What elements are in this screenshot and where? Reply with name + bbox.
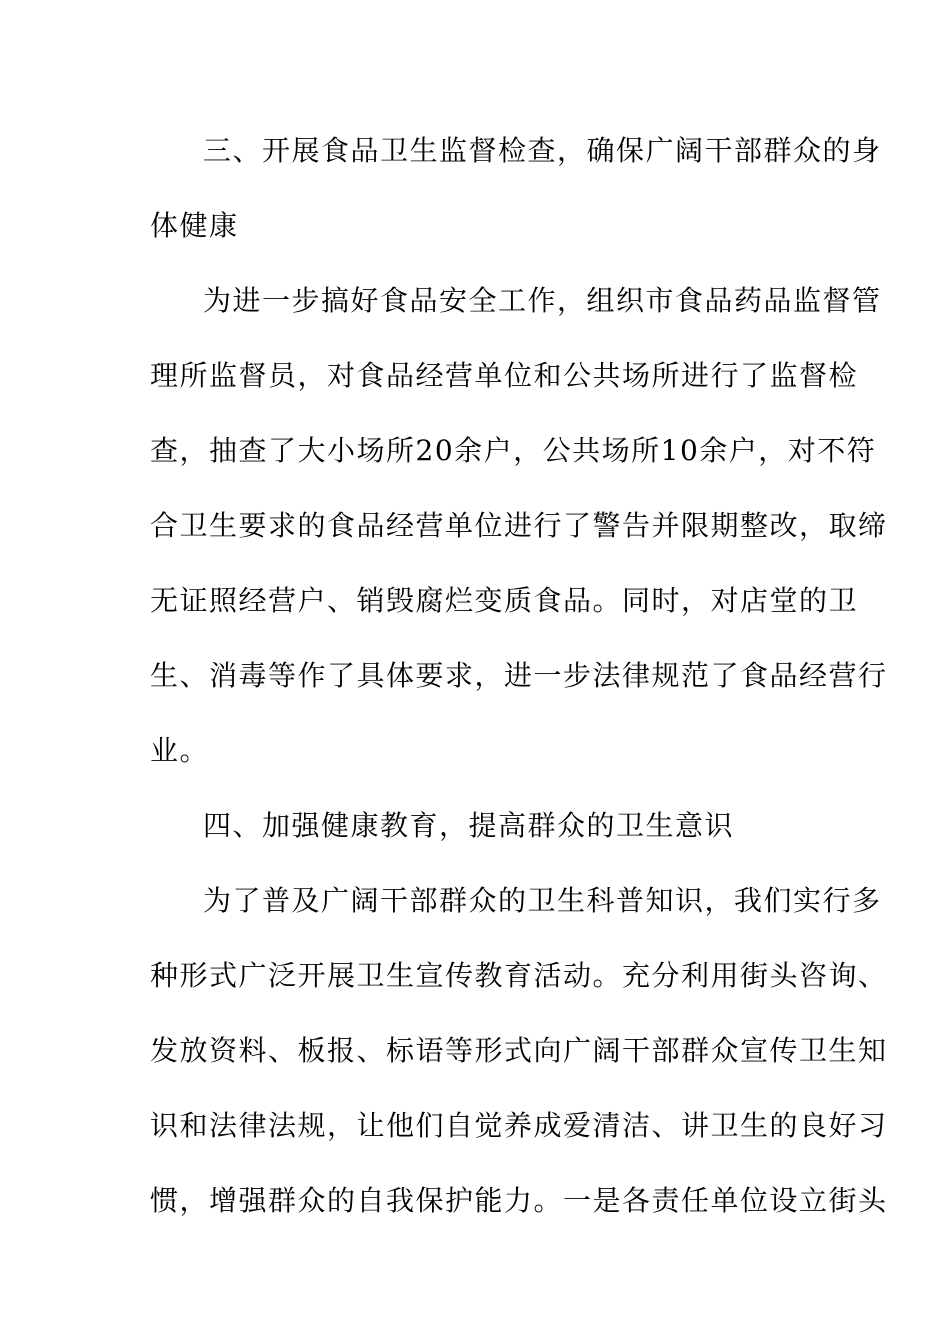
paragraph-line: 识和法律法规，让他们自觉养成爱清洁、讲卫生的良好习 [150, 1109, 888, 1142]
paragraph-line: 为了普及广阔干部群众的卫生科普知识，我们实行多 [203, 884, 882, 917]
paragraph-line: 业。 [150, 734, 210, 767]
paragraph-line: 合卫生要求的食品经营单位进行了警告并限期整改，取缔 [150, 509, 888, 542]
paragraph-line: 种形式广泛开展卫生宣传教育活动。充分利用街头咨询、 [150, 959, 888, 992]
section-heading-3-cont: 体健康 [150, 209, 239, 242]
section-heading-4: 四、加强健康教育，提高群众的卫生意识 [203, 809, 735, 842]
paragraph-line: 发放资料、板报、标语等形式向广阔干部群众宣传卫生知 [150, 1034, 888, 1067]
section-heading-3: 三、开展食品卫生监督检查，确保广阔干部群众的身 [203, 134, 882, 167]
paragraph-line: 理所监督员，对食品经营单位和公共场所进行了监督检 [150, 359, 859, 392]
paragraph-line: 无证照经营户、销毁腐烂变质食品。同时，对店堂的卫 [150, 584, 859, 617]
paragraph-line: 为进一步搞好食品安全工作，组织市食品药品监督管 [203, 284, 882, 317]
paragraph-line: 查，抽查了大小场所20余户，公共场所10余户，对不符 [150, 434, 877, 467]
paragraph-line: 惯，增强群众的自我保护能力。一是各责任单位设立街头 [150, 1184, 888, 1217]
paragraph-line: 生、消毒等作了具体要求，进一步法律规范了食品经营行 [150, 659, 888, 692]
